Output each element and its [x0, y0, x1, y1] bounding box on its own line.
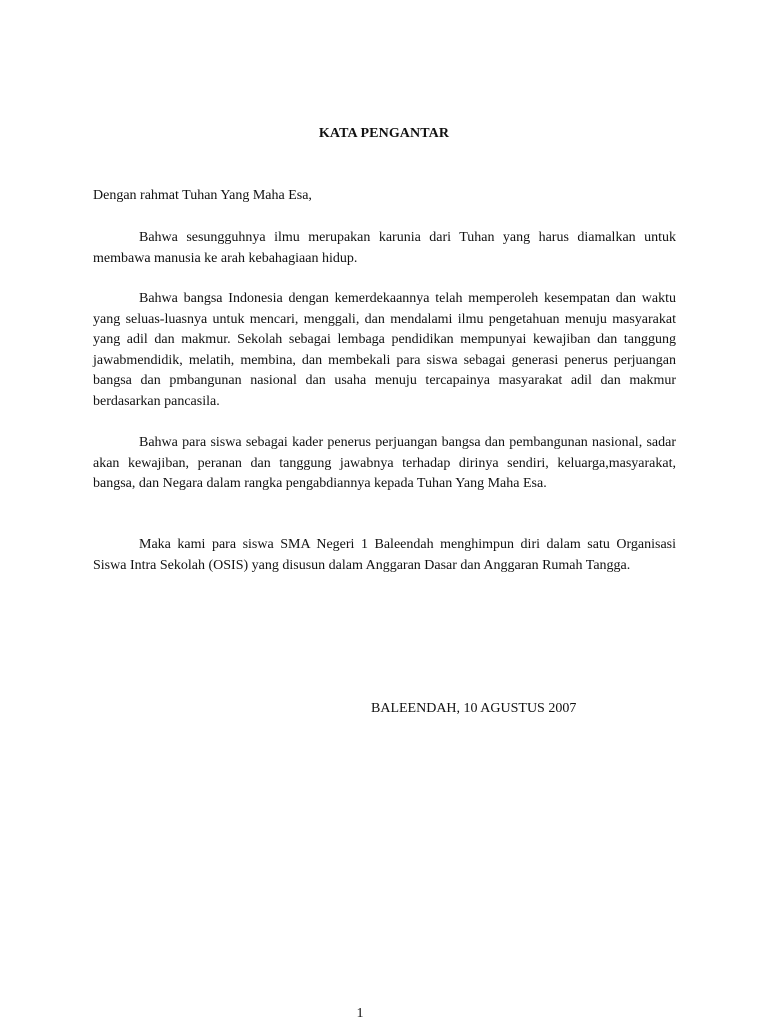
paragraph: Maka kami para siswa SMA Negeri 1 Baleendah menghimpun diri dalam satu Organisasi Siswa Intra Sekolah (OSIS) yang disusun dalam Anggaran Dasar dan Anggaran Rumah Tangga. — [93, 537, 676, 573]
page-number: 1 — [356, 1006, 364, 1021]
greeting-line: Dengan rahmat Tuhan Yang Maha Esa, — [93, 188, 312, 203]
paragraph: Bahwa sesungguhnya ilmu merupakan karunia dari Tuhan yang harus diamalkan untuk membawa manusia ke arah kebahagiaan hidup. — [93, 230, 676, 266]
place-date: BALEENDAH, 10 AGUSTUS 2007 — [371, 701, 577, 716]
paragraph: Bahwa para siswa sebagai kader penerus perjuangan bangsa dan pembangunan nasional, sadar akan kewajiban, peranan dan tanggung jawabnya terhadap dirinya sendiri, keluarga,masyarakat, bangsa, dan Negara dalam rangka pengabdiannya kepada Tuhan Yang Maha Esa. — [93, 435, 676, 491]
document-title: KATA PENGANTAR — [318, 126, 450, 141]
paragraph: Bahwa bangsa Indonesia dengan kemerdekaannya telah memperoleh kesempatan dan waktu yang seluas-luasnya untuk mencari, menggali, dan mendalami ilmu pengetahuan menuju masyarakat yang adil dan makmur. Sekolah sebagai lembaga pendidikan mempunyai kewajiban dan tanggung jawabmendidik, melatih, membina, dan membekali para siswa sebagai generasi penerus perjuangan bangsa dan pmbangunan nasional dan usaha menuju tercapainya masyarakat adil dan makmur berdasarkan pancasila. — [93, 291, 676, 409]
